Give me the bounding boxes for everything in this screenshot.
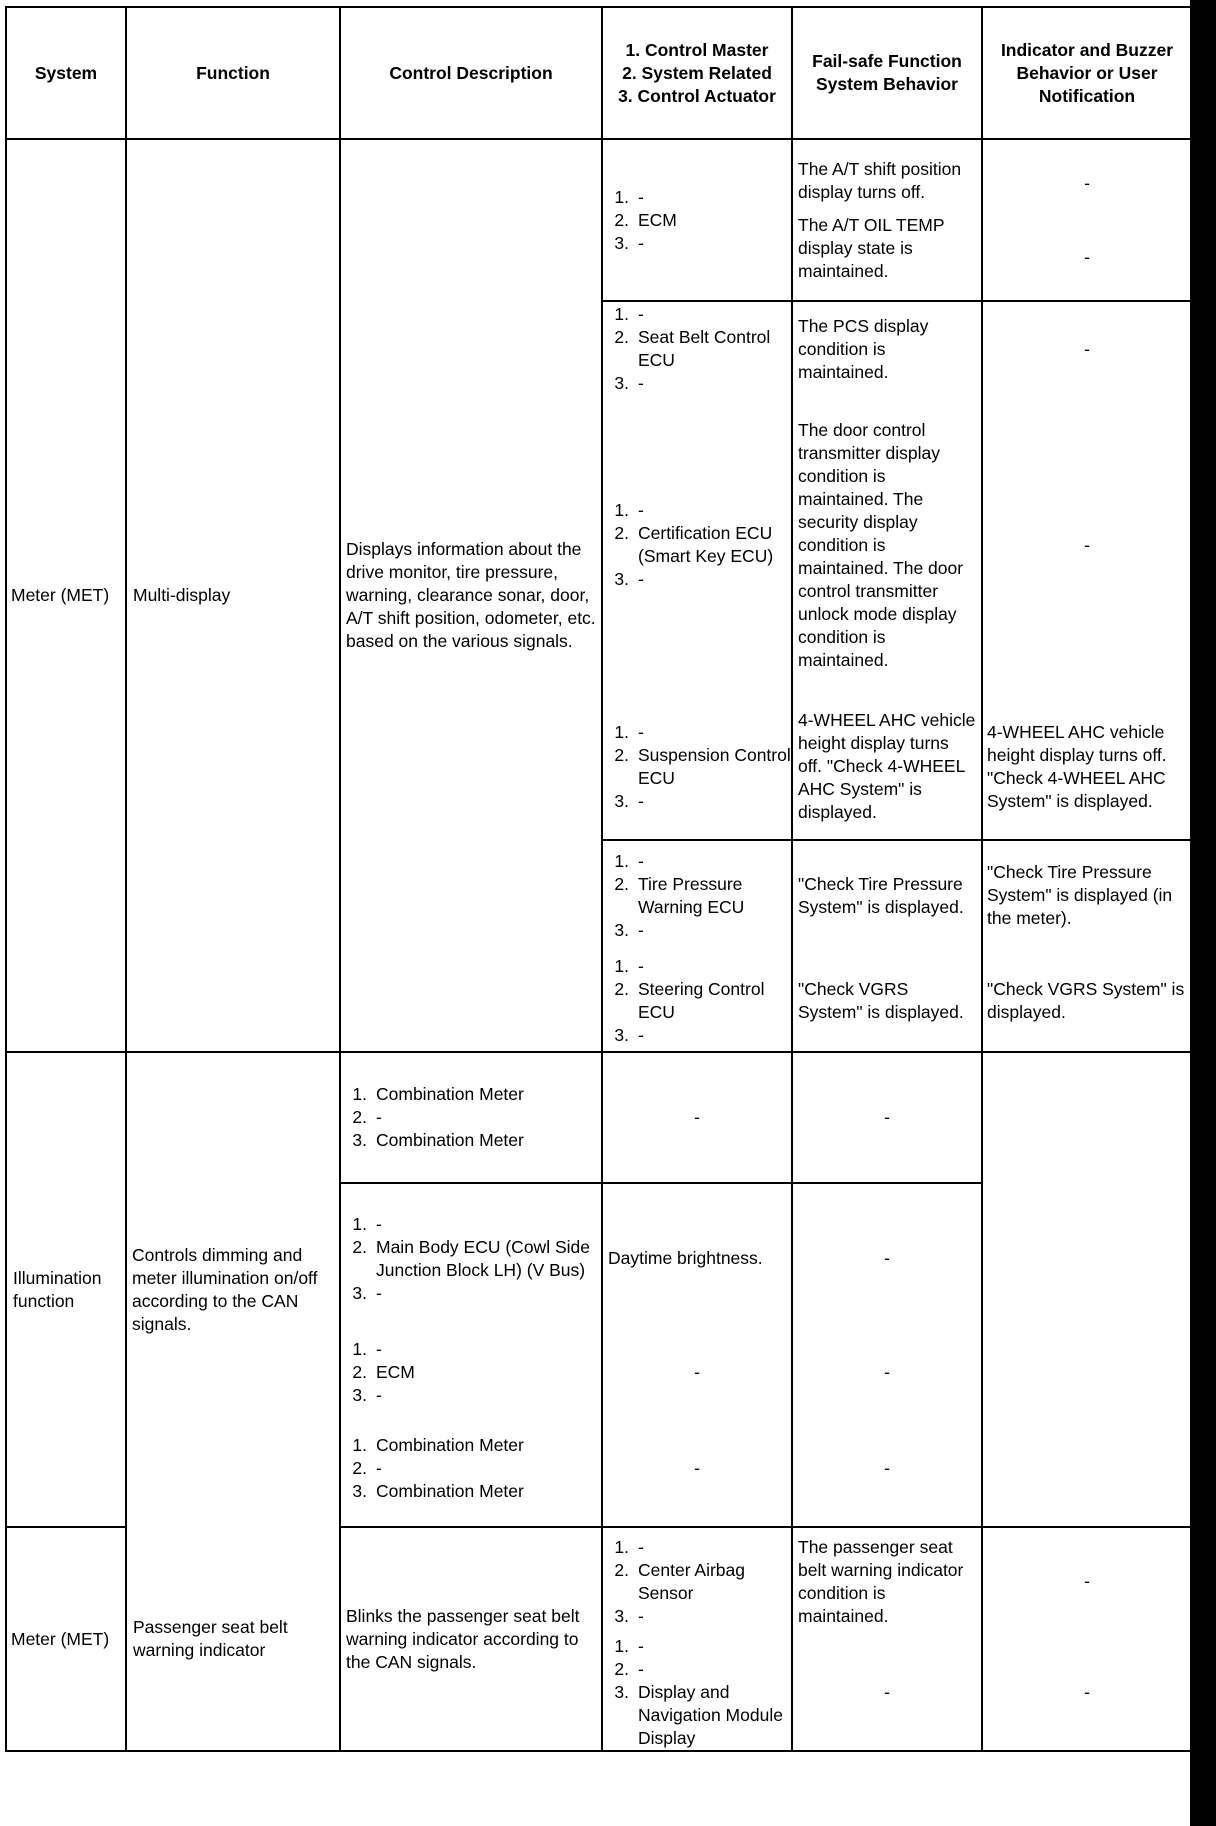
header-indicator: Indicator and Buzzer Behavior or User Notification: [982, 7, 1192, 139]
failsafe-cell: [792, 139, 982, 301]
failsafe-cell: [602, 1183, 792, 1333]
failsafe-text: -: [694, 1361, 700, 1382]
header-cm-line-1: 1. Control Master: [625, 39, 769, 60]
indicator-text: -: [884, 1458, 890, 1478]
actuator-cell: 1. - 2. Center Airbag Sensor 3. -: [602, 1527, 792, 1635]
actuator-item: ECM: [376, 1361, 415, 1382]
actuator-item: -: [638, 919, 644, 940]
actuator-item: Seat Belt Control ECU: [638, 327, 771, 370]
table-row: [6, 139, 1192, 301]
actuator-cell: 1. - 2. Seat Belt Control ECU 3. -: [602, 301, 792, 396]
indicator-cell: [792, 1052, 982, 1183]
actuator-item: Combination Meter: [376, 1481, 524, 1501]
actuator-item: -: [376, 1213, 382, 1234]
actuator-item: Main Body ECU (Cowl Side Junction Block LH) (V Bus): [376, 1236, 590, 1280]
actuator-item: -: [638, 1636, 644, 1656]
description-cell: Displays information about the drive monitor, tire pressure, warning, clearance sonar, door, A/T shift position, odometer, etc. based on the various signals.: [340, 139, 602, 1052]
failsafe-text: -: [884, 1682, 890, 1702]
actuator-item: -: [376, 1384, 382, 1405]
actuator-item: -: [376, 1458, 382, 1478]
failsafe-cell: [792, 694, 982, 840]
failsafe-cell: [792, 1635, 982, 1751]
actuator-item: -: [638, 1536, 644, 1557]
actuator-item: -: [638, 721, 644, 742]
actuator-item: Center Airbag Sensor: [638, 1559, 746, 1603]
failsafe-text: The passenger seat belt warning indicator condition is maintained.: [798, 1536, 964, 1626]
indicator-cell: [982, 1635, 1192, 1751]
failsafe-text: -: [694, 1458, 700, 1478]
failsafe-cell: [792, 950, 982, 1052]
actuator-item: Steering Control ECU: [638, 978, 765, 1022]
actuator-item: -: [638, 1024, 644, 1045]
indicator-text: -: [1084, 338, 1090, 359]
actuator-item: -: [638, 850, 644, 871]
actuator-cell: 1. Combination Meter 2. - 3. Combination Meter: [340, 1411, 602, 1527]
indicator-text: -: [884, 1361, 890, 1382]
indicator-text: -: [1084, 173, 1090, 193]
actuator-cell: 1. - 2. ECM 3. -: [602, 139, 792, 301]
header-row: [6, 7, 1192, 139]
actuator-cell: 1. - 2. Tire Pressure Warning ECU 3. -: [602, 840, 792, 950]
actuator-item: -: [638, 1605, 644, 1626]
indicator-text: -: [1084, 247, 1090, 267]
actuator-item: Tire Pressure Warning ECU: [638, 873, 745, 917]
actuator-item: Combination Meter: [376, 1084, 524, 1104]
actuator-item: Suspension Control ECU: [638, 744, 791, 788]
actuator-item: -: [376, 1282, 382, 1303]
indicator-text: -: [884, 1248, 890, 1268]
right-edge-bar: [1190, 0, 1216, 1826]
actuator-cell: 1. Combination Meter 2. - 3. Combination Meter: [340, 1052, 602, 1183]
function-cell: Passenger seat belt warning indicator: [126, 1527, 340, 1751]
indicator-cell: [792, 1411, 982, 1527]
actuator-cell: 1. - 2. Certification ECU (Smart Key ECU) 3. -: [602, 396, 792, 694]
indicator-text: -: [1084, 1571, 1090, 1591]
indicator-cell: [982, 301, 1192, 396]
actuator-item: -: [376, 1338, 382, 1359]
indicator-cell: [982, 139, 1192, 301]
failsafe-cell: [602, 1411, 792, 1527]
actuator-item: Certification ECU (Smart Key ECU): [638, 523, 774, 566]
indicator-text: 4-WHEEL AHC vehicle height display turns off. "Check 4-WHEEL AHC System" is displayed.: [987, 721, 1167, 811]
failsafe-text: The PCS display condition is maintained.: [798, 315, 929, 382]
actuator-item: -: [638, 955, 644, 976]
can-fail-safe-table: [5, 6, 1193, 1752]
header-description: Control Description: [340, 7, 602, 139]
actuator-item: -: [638, 304, 644, 324]
failsafe-text: The A/T OIL TEMP display state is maintained.: [798, 214, 945, 281]
failsafe-cell: [792, 840, 982, 950]
actuator-item: Combination Meter: [376, 1435, 524, 1455]
header-cm-line-2: 2. System Related: [622, 62, 772, 83]
failsafe-text: "Check Tire Pressure System" is displayed.: [798, 873, 964, 917]
failsafe-text: The A/T shift position display turns off.: [798, 158, 962, 202]
table-row: [6, 1527, 1192, 1635]
indicator-text: "Check Tire Pressure System" is displayed (in the meter).: [987, 862, 1173, 928]
indicator-cell: [982, 1527, 1192, 1635]
indicator-cell: [982, 694, 1192, 840]
indicator-cell: [982, 950, 1192, 1052]
indicator-cell: [792, 1183, 982, 1333]
header-control-master: [602, 7, 792, 139]
actuator-item: -: [638, 790, 644, 811]
actuator-item: -: [638, 373, 644, 393]
indicator-text: -: [1084, 534, 1090, 555]
failsafe-cell: [602, 1052, 792, 1183]
failsafe-text: "Check VGRS System" is displayed.: [798, 978, 964, 1022]
actuator-item: -: [638, 1659, 644, 1679]
indicator-text: -: [1084, 1682, 1090, 1702]
failsafe-cell: [602, 1333, 792, 1411]
actuator-cell: 1. - 2. Steering Control ECU 3. -: [602, 950, 792, 1052]
failsafe-cell: [792, 301, 982, 396]
indicator-cell: [792, 1333, 982, 1411]
indicator-text: "Check VGRS System" is displayed.: [987, 978, 1185, 1022]
actuator-item: -: [638, 569, 644, 589]
actuator-item: -: [376, 1107, 382, 1127]
failsafe-text: Daytime brightness.: [608, 1248, 763, 1268]
failsafe-text: 4-WHEEL AHC vehicle height display turns off. "Check 4-WHEEL AHC System" is displayed.: [798, 710, 976, 822]
actuator-item: Display and Navigation Module Display: [638, 1682, 783, 1748]
function-cell: Multi-display: [126, 139, 340, 1052]
actuator-item: ECM: [638, 209, 677, 230]
failsafe-text: -: [694, 1107, 700, 1127]
actuator-item: -: [638, 186, 644, 207]
header-cm-line-3: 3. Control Actuator: [618, 85, 776, 106]
system-cell: Meter (MET): [6, 1527, 126, 1751]
function-cell: Illumination function: [6, 1052, 126, 1527]
actuator-cell: 1. - 2. - 3. Display and Navigation Module Display: [602, 1635, 792, 1751]
indicator-cell: [982, 840, 1192, 950]
actuator-cell: 1. - 2. Main Body ECU (Cowl Side Junction Block LH) (V Bus) 3. -: [340, 1183, 602, 1333]
description-cell: Blinks the passenger seat belt warning indicator according to the CAN signals.: [340, 1527, 602, 1751]
header-function: Function: [126, 7, 340, 139]
description-cell: Controls dimming and meter illumination on/off according to the CAN signals.: [126, 1052, 340, 1527]
actuator-cell: 1. - 2. ECM 3. -: [340, 1333, 602, 1411]
header-system: System: [6, 7, 126, 139]
indicator-cell: [982, 396, 1192, 694]
actuator-item: Combination Meter: [376, 1130, 524, 1150]
actuator-item: -: [638, 232, 644, 253]
actuator-item: -: [638, 500, 644, 520]
system-cell: Meter (MET): [6, 139, 126, 1052]
failsafe-text: The door control transmitter display condition is maintained. The security display condition is maintained. The door control transmitter unlock mode display condition is maintained.: [798, 419, 964, 670]
table-row: [6, 1052, 1192, 1183]
failsafe-cell: [792, 396, 982, 694]
failsafe-cell: [792, 1527, 982, 1635]
indicator-text: -: [884, 1107, 890, 1127]
actuator-cell: 1. - 2. Suspension Control ECU 3. -: [602, 694, 792, 840]
header-failsafe: Fail-safe Function System Behavior: [792, 7, 982, 139]
